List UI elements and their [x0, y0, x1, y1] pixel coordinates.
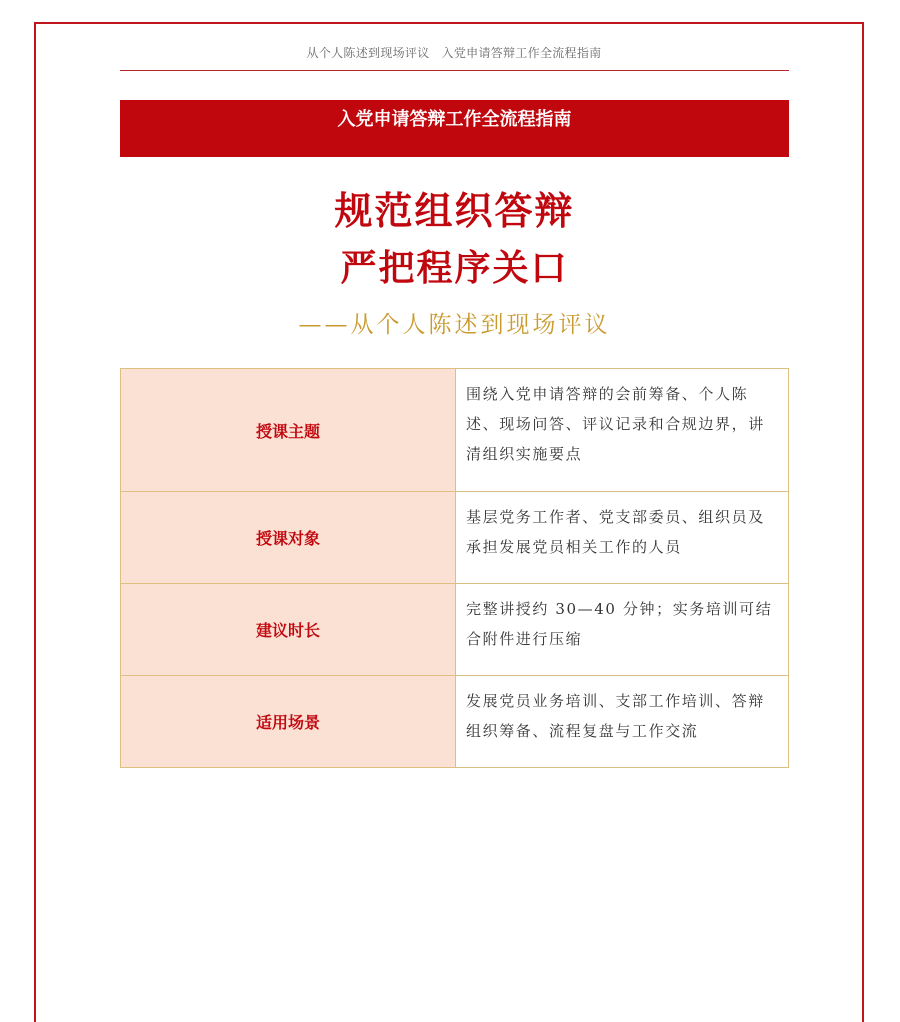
running-header-left: 从个人陈述到现场评议 — [306, 46, 430, 60]
table-row — [121, 676, 789, 768]
running-header-right: 入党申请答辩工作全流程指南 — [441, 46, 602, 60]
header-rule-divider — [120, 70, 789, 71]
row-label: 建议时长 — [121, 584, 456, 676]
running-header — [120, 44, 788, 61]
row-value: 基层党务工作者、党支部委员、组织员及承担发展党员相关工作的人员 — [456, 492, 789, 584]
banner-title: 入党申请答辩工作全流程指南 — [337, 109, 572, 130]
table-row — [121, 492, 789, 584]
info-table — [120, 368, 789, 768]
subtitle: ——从个人陈述到现场评议 — [298, 312, 611, 338]
main-title-line-2: 严把程序关口 — [340, 248, 569, 289]
main-title-line-1: 规范组织答辩 — [334, 189, 575, 233]
row-value: 完整讲授约 30—40 分钟；实务培训可结合附件进行压缩 — [456, 584, 789, 676]
table-row — [121, 584, 789, 676]
row-label: 授课对象 — [121, 492, 456, 584]
title-banner — [120, 100, 789, 157]
table-row — [121, 369, 789, 492]
row-label: 授课主题 — [121, 369, 456, 492]
row-label: 适用场景 — [121, 676, 456, 768]
row-value: 围绕入党申请答辩的会前筹备、个人陈述、现场问答、评议记录和合规边界，讲清组织实施要点 — [456, 369, 789, 492]
row-value: 发展党员业务培训、支部工作培训、答辩组织筹备、流程复盘与工作交流 — [456, 676, 789, 768]
